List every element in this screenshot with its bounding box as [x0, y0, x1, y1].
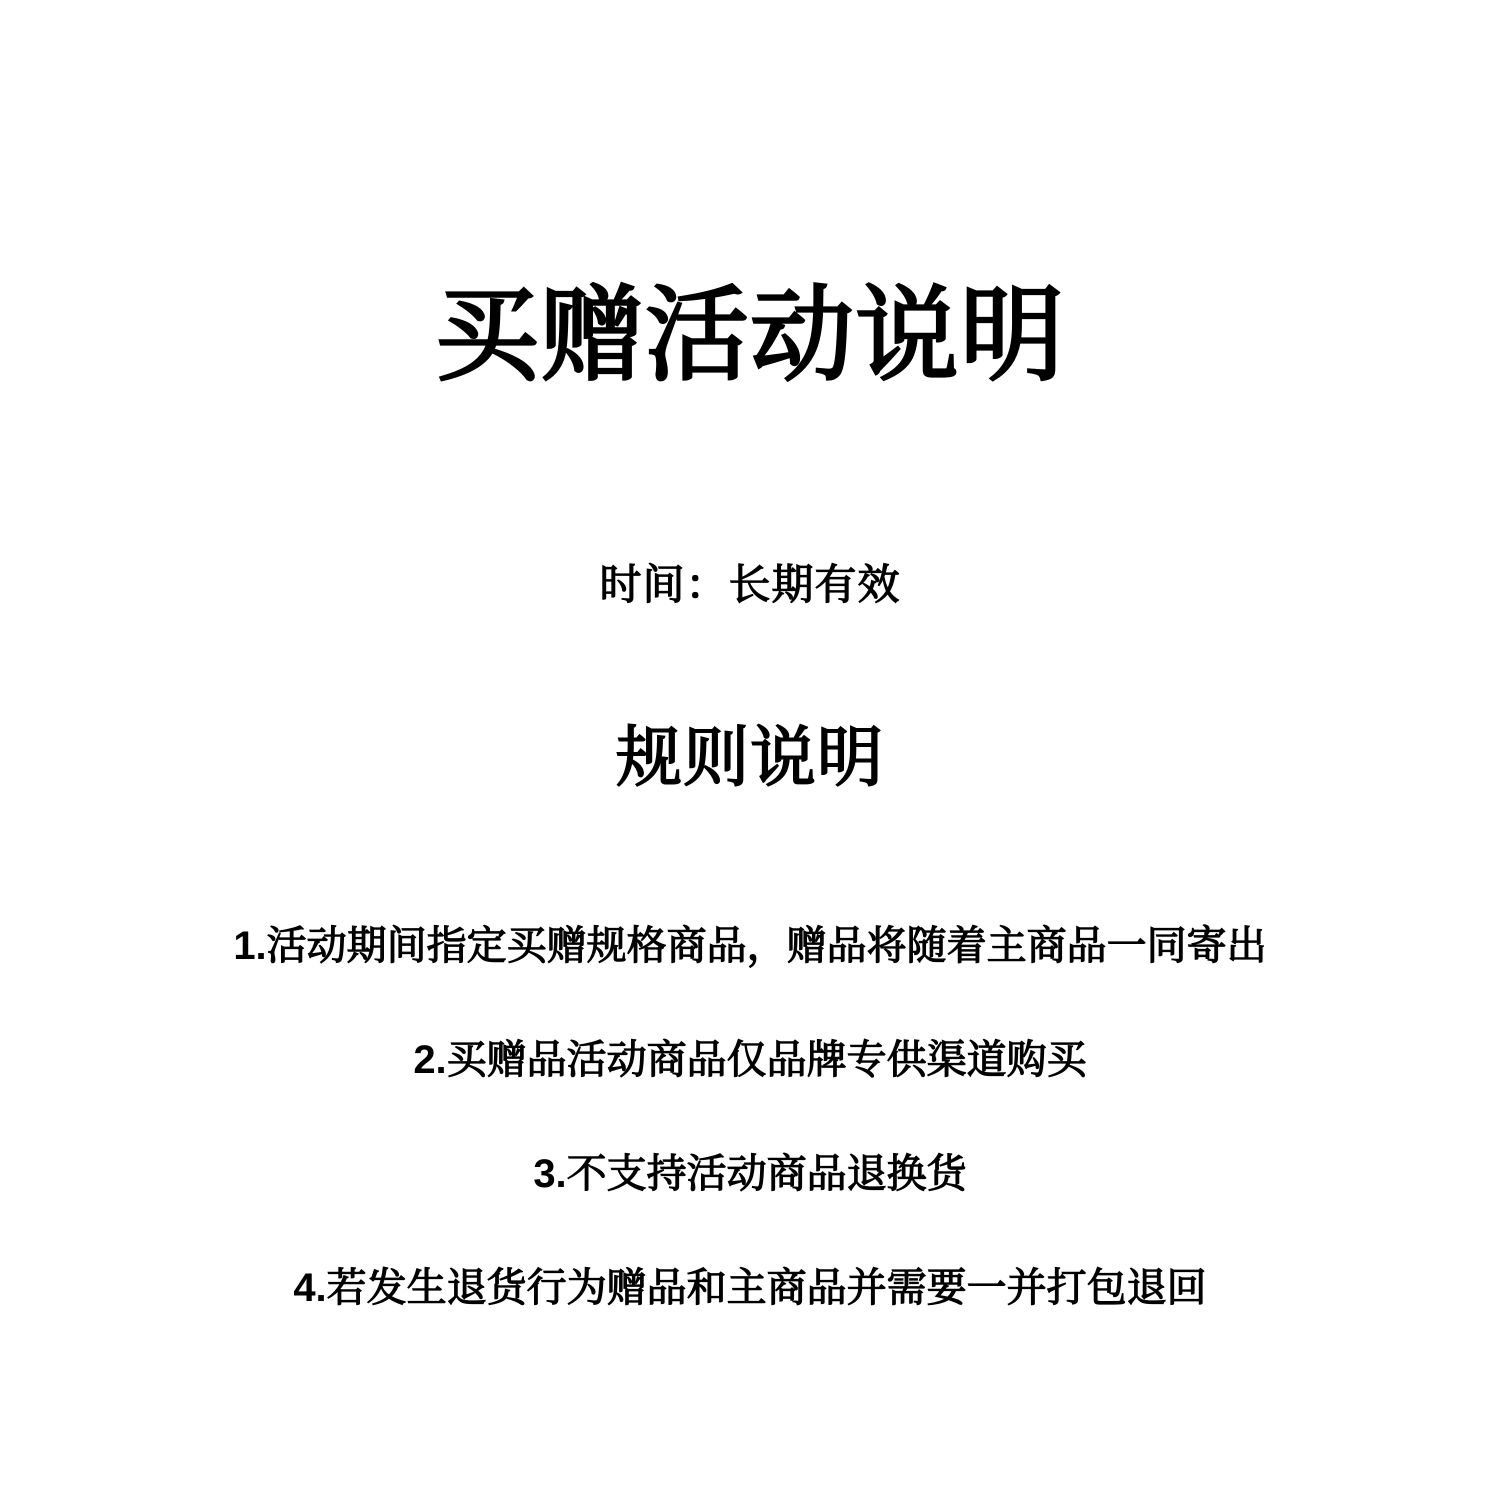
list-item: 4.若发生退货行为赠品和主商品并需要一并打包退回 [293, 1265, 1207, 1310]
page-title: 买赠活动说明 [434, 278, 1065, 394]
rules-section-title: 规则说明 [616, 720, 884, 795]
list-item: 3.不支持活动商品退换货 [533, 1151, 967, 1196]
promotion-period: 时间：长期有效 [599, 561, 901, 609]
rules-list [0, 920, 1500, 1314]
list-item: 1.活动期间指定买赠规格商品，赠品将随着主商品一同寄出 [233, 923, 1267, 968]
list-item: 2.买赠品活动商品仅品牌专供渠道购买 [413, 1037, 1087, 1082]
